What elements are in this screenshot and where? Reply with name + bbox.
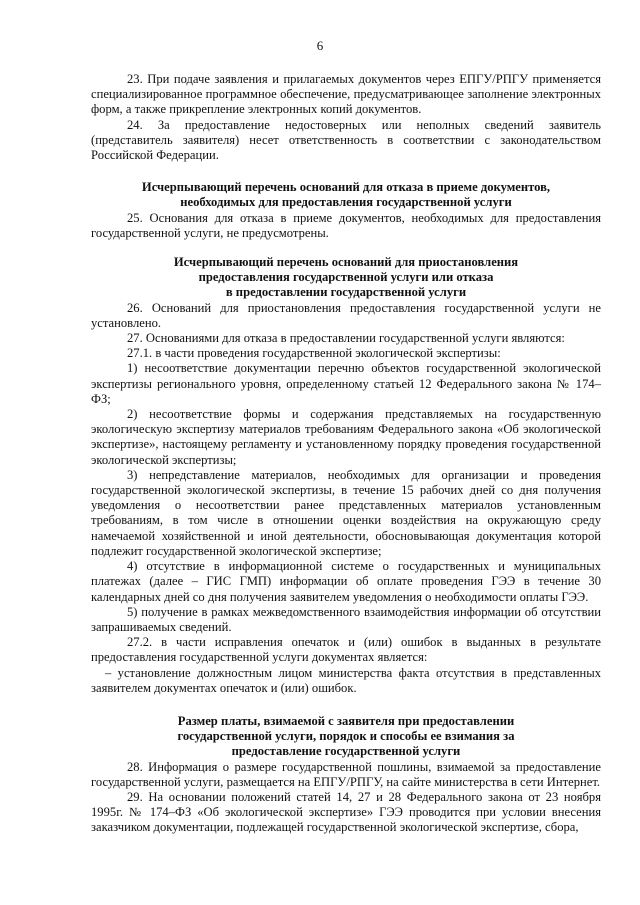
paragraph-27-2-dash-item: – установление должностным лицом министерства факта отсутствия в представленных заявителем документах опечаток и (или) ошибок. [91, 665, 601, 695]
heading-line: в предоставлении государственной услуги [225, 285, 467, 300]
paragraph-27-1-item-3: 3) непредставление материалов, необходимых для организации и проведения государственной экологической экспертизы, в течение 15 рабочих дней со дня получения уведомления о несоответствии ранее представленных материалов установленным требованиям, в том числе в отношении оценки воздействия на окружающую среду намечаемой хозяйственной и иной деятельности, обосновывающая документация которой подлежит государственной экологической экспертизе; [91, 467, 601, 558]
heading-line: необходимых для предоставления государственной услуги [180, 195, 512, 210]
paragraph-26: 26. Оснований для приостановления предоставления государственной услуги не установлено. [91, 300, 601, 330]
paragraph-29: 29. На основании положений статей 14, 27 и 28 Федерального закона от 23 ноября 1995г. № 174–ФЗ «Об экологической экспертизе» ГЭЭ проводится при условии внесения заказчиком документации, подлежащей государственной экологической экспертизе, сбора, [91, 789, 601, 835]
paragraph-27-1: 27.1. в части проведения государственной экологической экспертизы: [127, 346, 501, 361]
section-heading-suspension-refusal [91, 255, 601, 301]
paragraph-27-1-item-2: 2) несоответствие формы и содержания представляемых на государственную экологическую экспертизу материалов требованиям Федерального закона «Об экологической экспертизе», настоящему регламенту и установленному порядку проведения государственной экологической экспертизы; [91, 407, 601, 467]
paragraph-27-1-item-1: 1) несоответствие документации перечню объектов государственной экологической экспертизы регионального уровня, определенному статьей 12 Федерального закона № 174–ФЗ; [91, 361, 601, 406]
paragraph-27-1-item-5: 5) получение в рамках межведомственного взаимодействия информации об отсутствии запрашиваемых сведений. [91, 604, 601, 634]
heading-line: государственной услуги, порядок и способы ее взимания за [177, 729, 515, 744]
paragraph-27-2: 27.2. в части исправления опечаток и (или) ошибок в выданных в результате предоставления государственной услуги документах является: [91, 635, 601, 665]
heading-line: предоставление государственной услуги [231, 744, 461, 759]
section-heading-refusal-acceptance [91, 180, 601, 210]
document-body [91, 72, 601, 836]
heading-line: Исчерпывающий перечень оснований для приостановления [173, 255, 519, 270]
paragraph-25: 25. Основания для отказа в приеме документов, необходимых для предоставления государственной услуги, не предусмотрены. [91, 210, 601, 240]
paragraph-27-1-item-4: 4) отсутствие в информационной системе о государственных и муниципальных платежах (далее – ГИС ГМП) информации об оплате проведения ГЭЭ в течение 30 календарных дней со дня получения заявителем уведомления о необходимости оплаты ГЭЭ. [91, 559, 601, 604]
paragraph-23: 23. При подаче заявления и прилагаемых документов через ЕПГУ/РПГУ применяется специализированное программное обеспечение, предусматривающее заполнение электронных форм, а также прикрепление электронных копий документов. [91, 72, 601, 117]
heading-line: Размер платы, взимаемой с заявителя при предоставлении [177, 713, 515, 728]
paragraph-24: 24. За предоставление недостоверных или неполных сведений заявитель (представитель заявителя) несет ответственность в соответствии с законодательством Российской Федерации. [91, 117, 601, 163]
section-heading-payment [91, 714, 601, 760]
heading-line: Исчерпывающий перечень оснований для отказа в приеме документов, [141, 180, 551, 195]
paragraph-27: 27. Основаниями для отказа в предоставлении государственной услуги являются: [127, 331, 565, 346]
page-number: 6 [316, 38, 324, 53]
heading-line: предоставления государственной услуги или отказа [198, 270, 494, 285]
paragraph-28: 28. Информация о размере государственной пошлины, взимаемой за предоставление государственной услуги, размещается на ЕПГУ/РПГУ, на сайте министерства в сети Интернет. [91, 759, 601, 789]
